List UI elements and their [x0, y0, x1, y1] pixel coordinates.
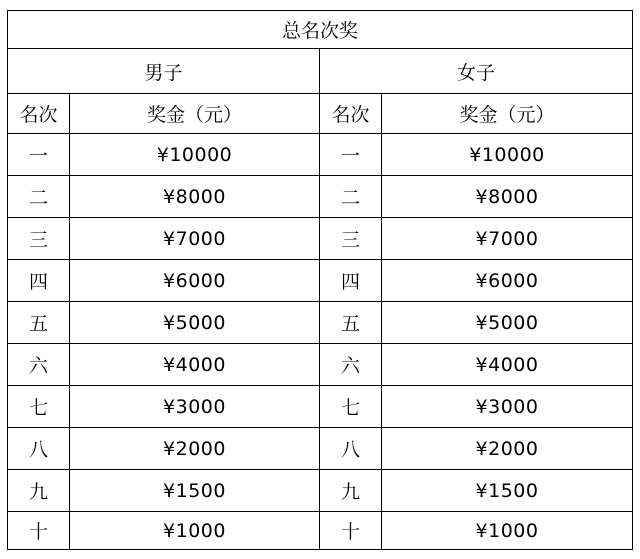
male-group-header: 男子	[8, 49, 320, 94]
male-rank-header: 名次	[8, 94, 70, 134]
female-rank-cell: 五	[320, 302, 382, 344]
female-prize-cell: ¥5000	[382, 302, 633, 344]
male-prize-cell: ¥1500	[70, 470, 320, 512]
male-prize-header: 奖金（元）	[70, 94, 320, 134]
female-group-header: 女子	[320, 49, 633, 94]
table-row	[8, 218, 633, 260]
male-rank-cell: 四	[8, 260, 70, 302]
male-rank-cell: 十	[8, 512, 70, 550]
male-rank-cell: 七	[8, 386, 70, 428]
male-rank-cell: 二	[8, 176, 70, 218]
female-rank-cell: 八	[320, 428, 382, 470]
gender-row	[8, 49, 633, 94]
male-prize-cell: ¥7000	[70, 218, 320, 260]
male-rank-cell: 一	[8, 134, 70, 176]
male-prize-cell: ¥2000	[70, 428, 320, 470]
table-row	[8, 344, 633, 386]
female-rank-cell: 十	[320, 512, 382, 550]
female-rank-cell: 四	[320, 260, 382, 302]
prize-table	[7, 10, 633, 550]
female-rank-cell: 二	[320, 176, 382, 218]
prize-table-body	[8, 11, 633, 550]
table-row	[8, 428, 633, 470]
female-prize-cell: ¥10000	[382, 134, 633, 176]
table-row	[8, 176, 633, 218]
female-prize-cell: ¥6000	[382, 260, 633, 302]
female-prize-header: 奖金（元）	[382, 94, 633, 134]
male-rank-cell: 三	[8, 218, 70, 260]
female-prize-cell: ¥3000	[382, 386, 633, 428]
table-row	[8, 470, 633, 512]
female-rank-cell: 七	[320, 386, 382, 428]
column-header-row	[8, 94, 633, 134]
female-prize-cell: ¥8000	[382, 176, 633, 218]
female-prize-cell: ¥7000	[382, 218, 633, 260]
male-rank-cell: 五	[8, 302, 70, 344]
male-prize-cell: ¥10000	[70, 134, 320, 176]
female-rank-header: 名次	[320, 94, 382, 134]
male-prize-cell: ¥3000	[70, 386, 320, 428]
male-prize-cell: ¥4000	[70, 344, 320, 386]
female-rank-cell: 六	[320, 344, 382, 386]
table-row	[8, 134, 633, 176]
male-rank-cell: 九	[8, 470, 70, 512]
table-row	[8, 512, 633, 550]
table-row	[8, 260, 633, 302]
table-row	[8, 386, 633, 428]
male-prize-cell: ¥5000	[70, 302, 320, 344]
male-prize-cell: ¥6000	[70, 260, 320, 302]
table-row	[8, 302, 633, 344]
female-prize-cell: ¥2000	[382, 428, 633, 470]
male-prize-cell: ¥8000	[70, 176, 320, 218]
table-title: 总名次奖	[8, 11, 633, 49]
female-rank-cell: 三	[320, 218, 382, 260]
male-rank-cell: 六	[8, 344, 70, 386]
female-prize-cell: ¥4000	[382, 344, 633, 386]
title-row	[8, 11, 633, 49]
male-prize-cell: ¥1000	[70, 512, 320, 550]
female-rank-cell: 一	[320, 134, 382, 176]
female-rank-cell: 九	[320, 470, 382, 512]
male-rank-cell: 八	[8, 428, 70, 470]
female-prize-cell: ¥1500	[382, 470, 633, 512]
female-prize-cell: ¥1000	[382, 512, 633, 550]
